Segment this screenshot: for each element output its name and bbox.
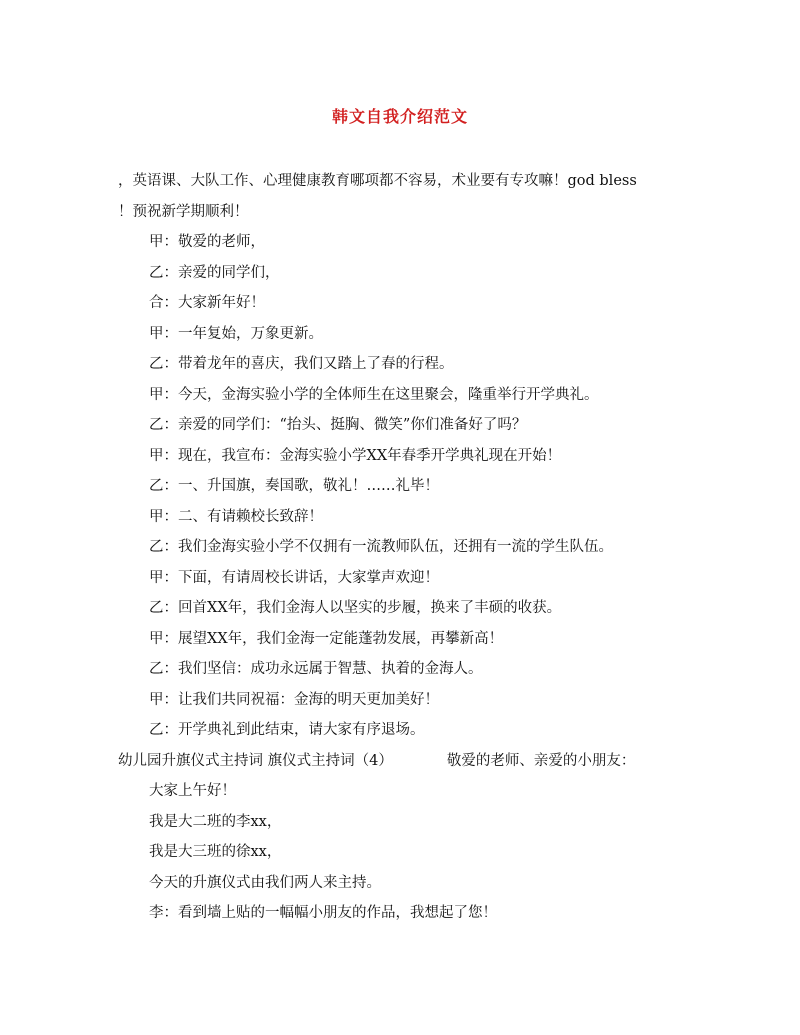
dialogue-line: 乙：回首XX年，我们金海人以坚实的步履，换来了丰硕的收获。 xyxy=(149,600,562,616)
dialogue-line: 甲：今天，金海实验小学的全体师生在这里聚会，隆重举行开学典礼。 xyxy=(149,386,599,403)
dialogue-line: 乙：亲爱的同学们：“抬头、挺胸、微笑”你们准备好了吗？ xyxy=(149,417,527,433)
dialogue-line: 甲：敬爱的老师， xyxy=(149,234,265,250)
dialogue-line: 甲：现在，我宣布：金海实验小学XX年春季开学典礼现在开始！ xyxy=(149,447,562,464)
dialogue-line: 甲：展望XX年，我们金海一定能蓬勃发展，再攀新高！ xyxy=(149,630,504,647)
intro-line: ，英语课、大队工作、心理健康教育哪项都不容易，术业要有专攻嘛！god bless xyxy=(118,173,637,189)
dialogue-line: 乙：我们坚信：成功永远属于智慧、执着的金海人。 xyxy=(149,661,483,677)
dialogue-line: 乙：我们金海实验小学不仅拥有一流教师队伍，还拥有一流的学生队伍。 xyxy=(149,539,613,555)
dialogue-line: 我是大三班的徐xx， xyxy=(149,844,282,860)
dialogue-line: 我是大二班的李xx， xyxy=(149,813,282,830)
section-heading-greeting: 敬爱的老师、亲爱的小朋友： xyxy=(446,752,636,769)
dialogue-line: 甲：一年复始，万象更新。 xyxy=(149,325,323,342)
dialogue-line: 大家上午好！ xyxy=(149,783,236,799)
dialogue-line: 乙：开学典礼到此结束，请大家有序退场。 xyxy=(149,722,425,738)
dialogue-line: 甲：让我们共同祝福：金海的明天更加美好！ xyxy=(149,691,439,708)
dialogue-line: 甲：下面，有请周校长讲话，大家掌声欢迎！ xyxy=(149,569,439,586)
document-title: 韩文自我介绍范文 xyxy=(331,107,468,126)
intro-line: ！预祝新学期顺利！ xyxy=(118,203,249,220)
document-body xyxy=(118,166,678,929)
dialogue-line: 合：大家新年好！ xyxy=(149,295,265,311)
dialogue-line: 甲：二、有请赖校长致辞！ xyxy=(149,508,323,525)
section-heading-title: 幼儿园升旗仪式主持词 旗仪式主持词（4） xyxy=(118,752,393,769)
dialogue-line: 乙：一、升国旗，奏国歌，敬礼！……礼毕！ xyxy=(149,478,439,494)
dialogue-line: 乙：亲爱的同学们， xyxy=(149,264,280,281)
dialogue-line: 李：看到墙上贴的一幅幅小朋友的作品，我想起了您！ xyxy=(149,905,497,921)
dialogue-line: 乙：带着龙年的喜庆，我们又踏上了春的行程。 xyxy=(149,356,454,372)
dialogue-line: 今天的升旗仪式由我们两人来主持。 xyxy=(149,874,381,891)
section-heading xyxy=(118,746,678,777)
